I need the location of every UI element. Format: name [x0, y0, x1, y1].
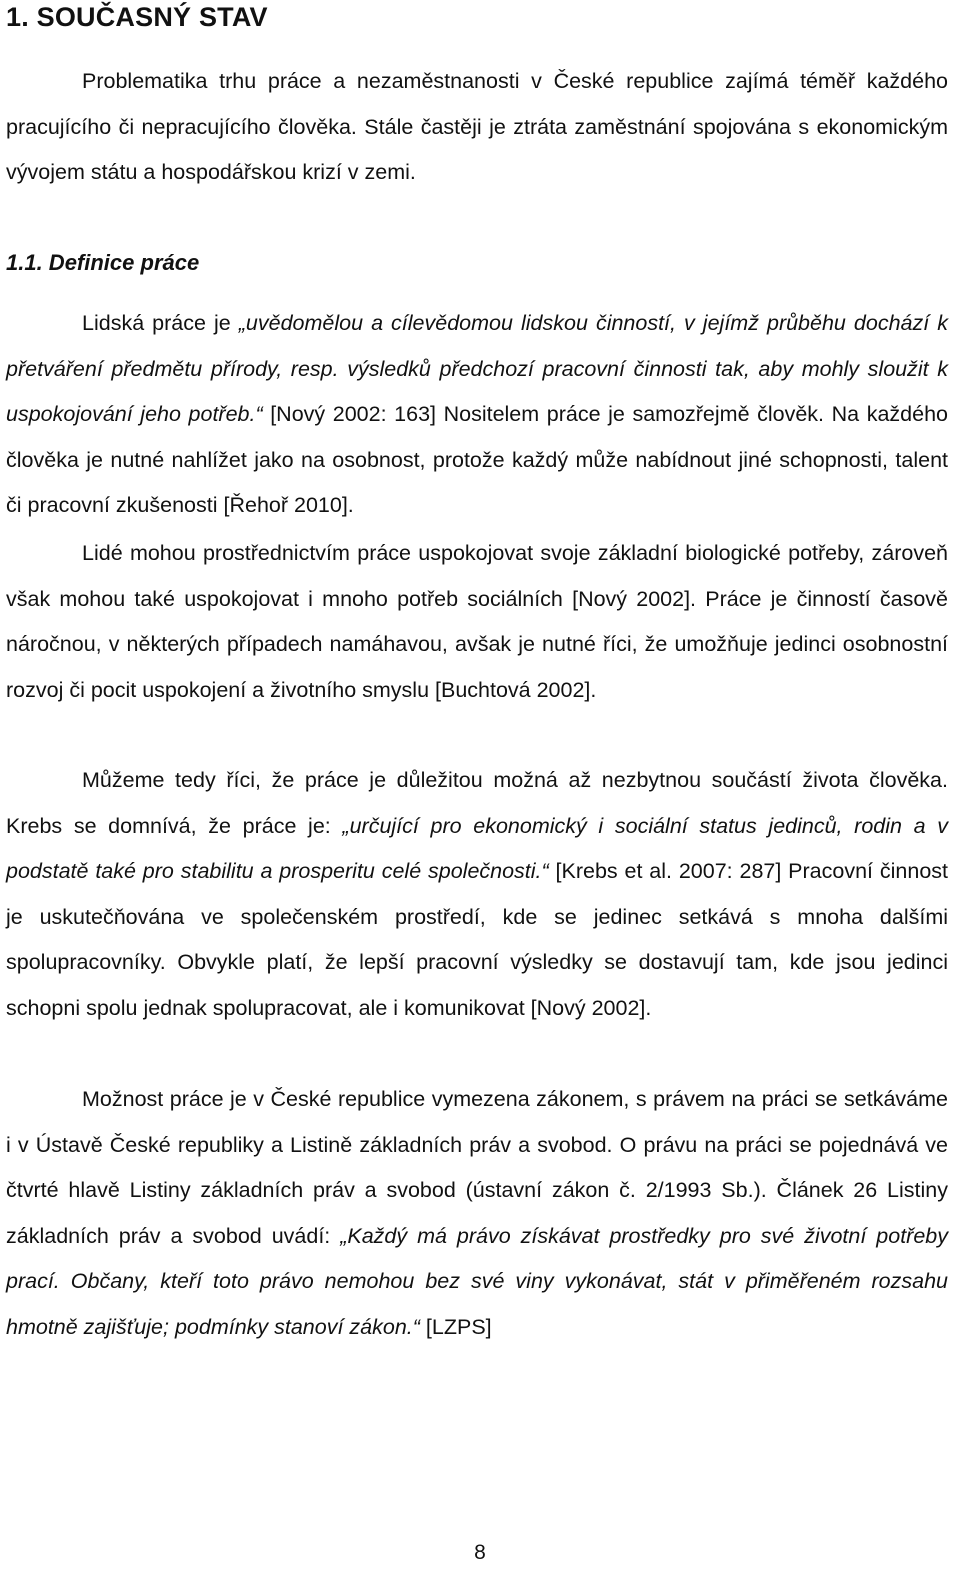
- law-quote: „Každý má právo získávat prostředky pro své životní potřeby prací. Občany, kteří toto právo nemohou bez své viny vykonávat, stát v přiměřeném rozsahu hmotně zajišťuje; podmínky stanoví zákon.“: [6, 1223, 948, 1339]
- importance-quote: „určující pro ekonomický i sociální status jedinců, rodin a v podstatě také pro stabilitu a prosperitu celé společnosti.“: [6, 813, 948, 883]
- paragraph-law: [6, 1077, 948, 1350]
- law-rest: [LZPS]: [419, 1314, 492, 1339]
- page-number: 8: [474, 1541, 486, 1564]
- importance-rest: [Krebs et al. 2007: 287] Pracovní činnost je uskutečňována ve společenském prostředí, kde se jedinec setkává s mnoha dalšími spolupracovníky. Obvykle platí, že lepší pracovní výsledky se dostavují tam, kde jsou jedinci schopni spolu jednak spolupracovat, ale i komunikovat [Nový 2002].: [6, 859, 948, 1020]
- definition-rest: [Nový 2002: 163] Nositelem práce je samozřejmě člověk. Na každého člověka je nutné nahlížet jako na osobnost, protože každý může nabídnout jiné schopnosti, talent či pracovní zkušenosti [Řehoř 2010].: [6, 402, 948, 517]
- importance-lead: Můžeme tedy říci, že práce je důležitou možná až nezbytnou součástí života člověka. Krebs se domnívá, že práce je:: [6, 768, 948, 838]
- paragraph-definition: [6, 301, 948, 529]
- paragraph-needs: [6, 531, 948, 713]
- paragraph-intro-text: Problematika trhu práce a nezaměstnanosti v České republice zajímá téměř každého pracujícího či nepracujícího člověka. Stále častěji je ztráta zaměstnání spojována s ekonomickým vývojem státu a hospodářskou krizí v zemi.: [6, 69, 948, 184]
- definition-quote: „uvědomělou a cílevědomou lidskou činností, v jejímž průběhu dochází k přetváření předmětu přírody, resp. výsledků předchozí pracovní činnosti tak, aby mohly sloužit k uspokojování jeho potřeb.“: [6, 311, 948, 426]
- chapter-heading: 1. SOUČASNÝ STAV: [6, 2, 268, 32]
- paragraph-importance: [6, 758, 948, 1031]
- section-heading: 1.1. Definice práce: [6, 250, 200, 275]
- definition-lead: Lidská práce je: [82, 311, 239, 335]
- law-lead: Možnost práce je v České republice vymezena zákonem, s právem na práci se setkáváme i v Ústavě České republiky a Listině základních práv a svobod. O právu na práci se pojednává ve čtvrté hlavě Listiny základních práv a svobod (ústavní zákon č. 2/1993 Sb.). Článek 26 Listiny základních práv a svobod uvádí:: [6, 1087, 948, 1248]
- paragraph-needs-text: Lidé mohou prostřednictvím práce uspokojovat svoje základní biologické potřeby, zároveň však mohou také uspokojovat i mnoho potřeb sociálních [Nový 2002]. Práce je činností časově náročnou, v některých případech namáhavou, avšak je nutné říci, že umožňuje jedinci osobnostní rozvoj či pocit uspokojení a životního smyslu [Buchtová 2002].: [6, 541, 948, 702]
- paragraph-intro: [6, 59, 948, 196]
